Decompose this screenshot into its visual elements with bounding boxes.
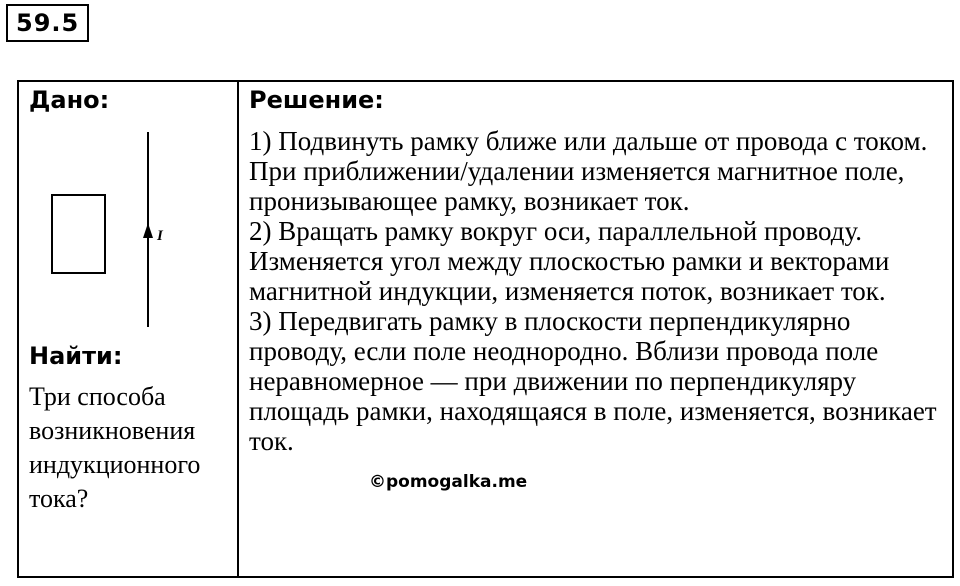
solution-header: Решение: [249,86,384,114]
solution-text [249,126,949,456]
current-arrow-icon [143,223,153,238]
given-header: Дано: [29,86,110,114]
find-text: Три способа возникновения индукционного тока? [29,382,201,513]
problem-number: 59.5 [6,4,89,42]
frame-rectangle [52,195,105,273]
solution-table [17,80,954,578]
find-header: Найти: [29,342,123,370]
current-label: I [157,228,163,244]
solution-paragraph-2: 2) Вращать рамку вокруг оси, параллельной проводу. Изменяется угол между плоскостью рамки и векторами магнитной индукции, изменяется поток, возникает ток. [249,216,890,306]
solution-paragraph-1: 1) Подвинуть рамку ближе или дальше от провода с током. При приближении/удалении изменяется магнитное поле, пронизывающее рамку, возникает ток. [249,126,928,216]
column-divider [237,82,239,576]
wire-and-frame-figure [35,122,205,337]
watermark: ©pomogalka.me [369,472,528,492]
solution-paragraph-3: 3) Передвигать рамку в плоскости перпендикулярно проводу, если поле неоднородно. Вблизи провода поле неравномерное — при движении по перпендикуляру площадь рамки, находящаяся в поле, изменяется, возникает ток. [249,306,937,456]
